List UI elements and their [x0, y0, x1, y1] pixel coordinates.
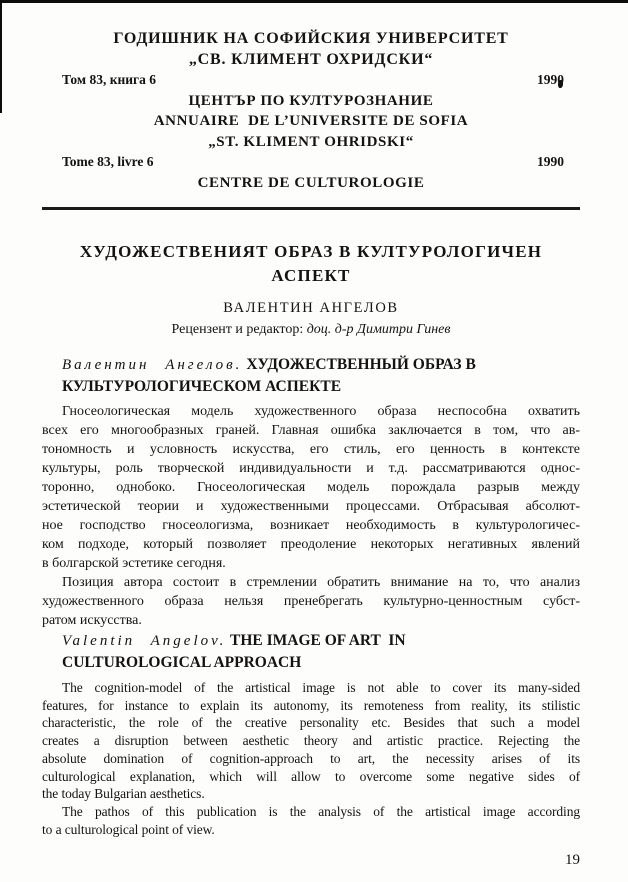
text-line: тономность и условность искусства, его стиль, его ценность в контексте — [42, 442, 580, 457]
yearbook-title-bg: ГОДИШНИК НА СОФИЙСКИЯ УНИВЕРСИТЕТ — [113, 30, 509, 47]
text-line: culturological explanation, which will allow to overcome some negative sides of — [42, 768, 580, 784]
reviewer-line — [42, 320, 580, 340]
abstract-ru-author: Валентин Ангелов. — [62, 357, 243, 373]
masthead — [42, 28, 580, 193]
text-line: художественного образа нельзя пренебрегать культурно-ценностным субст- — [42, 594, 580, 609]
scan-edge-top — [0, 0, 628, 3]
abstract-en-heading-line1 — [62, 630, 580, 652]
text-line: Гносеологическая модель художественного образа неспособна охватить — [62, 404, 580, 419]
text-line: ком подходе, который позволяет преодоление некоторых негативных явлений — [42, 537, 580, 552]
reviewer-name: доц. д-р Димитри Гинев — [306, 322, 451, 337]
abstract-ru-body — [42, 402, 580, 630]
abstract-ru-heading-line1 — [62, 354, 580, 376]
volume-row-bg — [42, 70, 580, 91]
volume-label-bg: Том 83, книга 6 — [62, 72, 157, 87]
centre-name-fr: CENTRE DE CULTUROLOGIE — [197, 174, 425, 191]
volume-year-fr: 1990 — [537, 154, 564, 169]
abstract-en-author: Valentin Angelov. — [62, 633, 227, 649]
article-title-line2: АСПЕКТ — [271, 266, 351, 285]
text-line: features, for instance to explain its autonomy, its remoteness from reality, its stilistic — [42, 697, 580, 713]
abstract-en-heading-line2: CULTUROLOGICAL APPROACH — [62, 654, 302, 671]
volume-row-fr — [42, 152, 580, 173]
text-line: characteristic, the role of the creative personality etc. Besides that such a model — [42, 715, 580, 731]
article-author: ВАЛЕНТИН АНГЕЛОВ — [223, 300, 399, 316]
abstract-ru-title-part: ХУДОЖЕСТВЕННЫЙ ОБРАЗ В — [242, 356, 476, 373]
text-line: to a culturological point of view. — [42, 821, 215, 837]
abstract-ru-heading-line2: КУЛЬТУРОЛОГИЧЕСКОМ АСПЕКТЕ — [62, 378, 342, 395]
scan-edge-left — [0, 0, 2, 113]
text-line: в болгарской эстетике сегодня. — [42, 556, 226, 571]
article-title-block — [42, 240, 580, 340]
text-line: Позиция автора состоит в стремлении обратить внимание на то, что анализ — [62, 575, 580, 590]
university-name-bg: „СВ. КЛИМЕНТ ОХРИДСКИ“ — [188, 51, 434, 68]
text-line: The pathos of this publication is the analysis of the artistical image according — [62, 803, 580, 819]
yearbook-title-fr: ANNUAIRE DE L’UNIVERSITE DE SOFIA — [153, 113, 469, 129]
abstract-en-paragraph-2 — [42, 803, 580, 838]
abstract-ru-heading — [42, 354, 580, 398]
abstract-en-heading — [42, 630, 580, 674]
text-line: ратом искусства. — [42, 613, 142, 628]
volume-year-bg: 1990 — [537, 72, 564, 87]
abstract-en-paragraph-1 — [42, 679, 580, 803]
abstract-ru-paragraph-1 — [42, 402, 580, 573]
university-name-fr: „ST. KLIMENT OHRIDSKI“ — [208, 133, 414, 150]
abstract-ru-paragraph-2 — [42, 573, 580, 630]
text-line: эстетической теории и художественными процессами. Отбрасывая абсолют- — [42, 499, 580, 514]
abstract-en-body — [42, 679, 580, 838]
centre-name-bg: ЦЕНТЪР ПО КУЛТУРОЗНАНИЕ — [188, 92, 434, 109]
text-line: the today Bulgarian aesthetics. — [42, 786, 205, 802]
text-line: ное господство гносеологизма, возникает необходимость в культурологичес- — [42, 518, 580, 533]
text-line: absolute domination of cognition-approach to art, the necessity arises of its — [42, 750, 580, 766]
volume-label-fr: Tome 83, livre 6 — [62, 154, 154, 169]
text-line: торонно, однобоко. Гносеологическая модель порождала разрыв между — [42, 480, 580, 495]
article-title-line1: ХУДОЖЕСТВЕНИЯТ ОБРАЗ В КУЛТУРОЛОГИЧЕН — [79, 242, 543, 261]
text-line: всех его многообразных граней. Главная ошибка заключается в том, что ав- — [42, 423, 580, 438]
text-line: The cognition-model of the artistical image is not able to cover its many-sided — [62, 680, 580, 695]
page-number: 19 — [565, 852, 580, 868]
reviewer-prefix: Рецензент и редактор: — [171, 322, 307, 337]
horizontal-rule — [42, 207, 580, 210]
text-line: creates a disruption between aesthetic theory and artistic practice. Rejecting the — [42, 733, 580, 749]
abstract-en-title-part: THE IMAGE OF ART IN — [226, 632, 406, 649]
text-line: культуры, роль творческой индивидуальности и т.д. рассматриваются однос- — [42, 461, 580, 476]
